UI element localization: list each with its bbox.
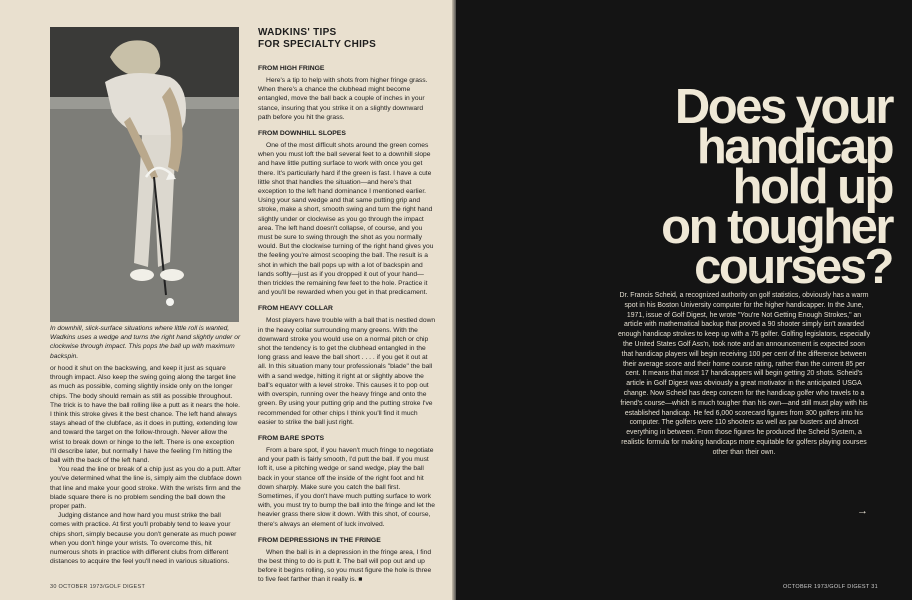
tip-text: One of the most difficult shots around the green comes when you must loft the ball several feet to a downhill slope and have little putting surface to work with once you get there. It's particularly hard if the green is fast. I have a cute little shot that handles the situation—and here's that exception to the left hand dominance I mentioned earlier. Using your sand wedge and that same putting grip and stroke, make a short, smooth swing and turn the right hand slightly under or clockwise as you go through the impact area. The left hand doesn't collapse, of course, and you must be sure to swing through the shot as you normally would. But the clockwise turning of the right hand gives you the feeling you're almost scooping the ball. The result is a shot in which the ball pops up with a lot of backspin and lands softly—just as if you dropped it out of your hand—then trickles the remaining few feet to the hole. Practice it and you'll be rewarded when you get in that predicament. <box>258 142 434 297</box>
tips-title-line: FOR SPECIALTY CHIPS <box>258 39 377 50</box>
body-paragraph: You read the line or break of a chip just as you do a putt. After you've determined what the line is, simply aim the clubface down that line and make your good stroke. With the wrists firm and the blade square there is no problem sending the ball down the proper path. <box>50 466 242 511</box>
tip-text: Here's a tip to help with shots from higher fringe grass. When there's a chance the clubhead might become entangled, move the ball back a couple of inches in your stance, insuring that you strike it on a slightly downward path before you hit the grass. <box>258 77 428 121</box>
tip-heading: FROM DOWNHILL SLOPES <box>258 130 346 138</box>
headline-line: on tougher <box>661 200 892 254</box>
article-body-column <box>50 364 242 566</box>
golfer-illustration <box>50 27 239 322</box>
tip-heading: FROM BARE SPOTS <box>258 434 325 442</box>
tip-text: When the ball is in a depression in the fringe area, I find the best thing to do is putt it. The ball will pop out and up before it begins rolling, so you must figure the hole is three to five feet farther than it really is. ■ <box>258 548 432 584</box>
page-folio-right: OCTOBER 1973/GOLF DIGEST 31 <box>782 584 878 590</box>
headline-line: Does your <box>674 80 892 134</box>
tip-text: From a bare spot, if you haven't much fringe to negotiate and your path is fairly smooth, I'd putt the ball. If you must loft it, use a pitching wedge or sand wedge, play the ball back in your stance off the inside of the right foot and hit down sharply. Make sure you catch the ball first. Sometimes, if you don't have much putting surface to work with, you must try to bump the ball into the fringe and let the heavier grass there slow it down. With this shot, of course, there's always an element of luck involved. <box>258 446 435 528</box>
tips-sidebar <box>258 27 436 585</box>
tips-title-line: WADKINS' TIPS <box>258 27 337 38</box>
body-paragraph: or hood it shut on the backswing, and keep it just as square through impact. Also keep the swing going along the target line as much as possible, coming slightly inside only on the longer chips. The body should remain as still as possible throughout. The trick is to have the ball rolling like a putt as it nears the hole. I think this stroke gives it the best chance. The left hand always stays ahead of the clubface, as it does in putting, extending low and toward the target on the follow-through. Never allow the wrist to break down or hinge to the left. There is one exception I'll describe later, but normally I have the feeling I'm hitting the ball with the back of the left hand. <box>50 365 240 465</box>
golfer-photo <box>50 27 239 322</box>
page-folio-left: 30 OCTOBER 1973/GOLF DIGEST <box>50 584 146 590</box>
headline-line: courses? <box>694 240 892 294</box>
article-intro: Dr. Francis Scheid, a recognized authority on golf statistics, obviously has a warm spot in his Boston University computer for the higher handicapper. In the June, 1971, issue of Golf Digest, he wrote "You're Not Getting Enough Strokes," an article with mathematical backup that proved a 90 shooter simply isn't awarded enough handicap strokes to keep up with a 75 golfer. Golfing legislators, especially the United States Golf Ass'n, took note and an announcement is expected soon that handicap players will begin receiving 100 per cent of the difference between their average score and their home course rating, rather than the current 85 per cent. It means that most 17 handicappers will begin getting 20 shots. Scheid's article in Golf Digest was obviously a great motivator in the anticipated USGA change. Now Scheid has deep concern for the handicap golfer who travels to a friend's course—which is much tougher than his own—and still must play with his established handicap. He fed 6,000 scorecard figures from 300 golfers into his computer. The golfers were 110 shooters as well as par busters and almost everything in between. From those figures he produced the Scheid System, a realistic formula for making handicaps more equitable for golfers playing courses other than their own. <box>617 292 871 456</box>
tip-heading: FROM HIGH FRINGE <box>258 65 325 72</box>
article-headline <box>592 80 892 294</box>
tips-title <box>258 27 436 51</box>
continue-arrow-icon: → <box>857 505 868 517</box>
tip-heading: FROM DEPRESSIONS IN THE FRINGE <box>258 536 381 544</box>
headline-line: handicap <box>696 120 892 174</box>
tip-text: Most players have trouble with a ball that is nestled down in the heavy collar surrounding many greens. With the downward stroke you would use on a normal pitch or chip shot the tendency is to get the clubhead entangled in the long grass and leave the ball short . . . . if you get it out at all. In this situation many tour professionals "blade" the ball with a sand wedge, hitting it right at or slightly above the ball's equator with a level stroke. This causes it to pop out with overspin, running over the heavy fringe and onto the green. By using your putting grip and the putting stroke I've recommended for other chips I think you'll find it much easier to strike the ball just right. <box>258 317 436 426</box>
body-paragraph: Judging distance and how hard you must strike the ball comes with practice. At first you'll probably tend to leave your chips short, simply because you don't generate as much power when you don't hinge your wrists. To overcome this, hit numerous shots in practice with different clubs from different distances to acquire the feel you'll need in various situations. <box>50 512 237 566</box>
tip-heading: FROM HEAVY COLLAR <box>258 305 333 313</box>
photo-caption: In downhill, slick-surface situations where little roll is wanted, Wadkins uses a wedge and turns the right hand slightly under or clockwise through impact. This pops the ball up with maximum backspin. <box>50 325 241 360</box>
headline-line: hold up <box>732 160 892 214</box>
